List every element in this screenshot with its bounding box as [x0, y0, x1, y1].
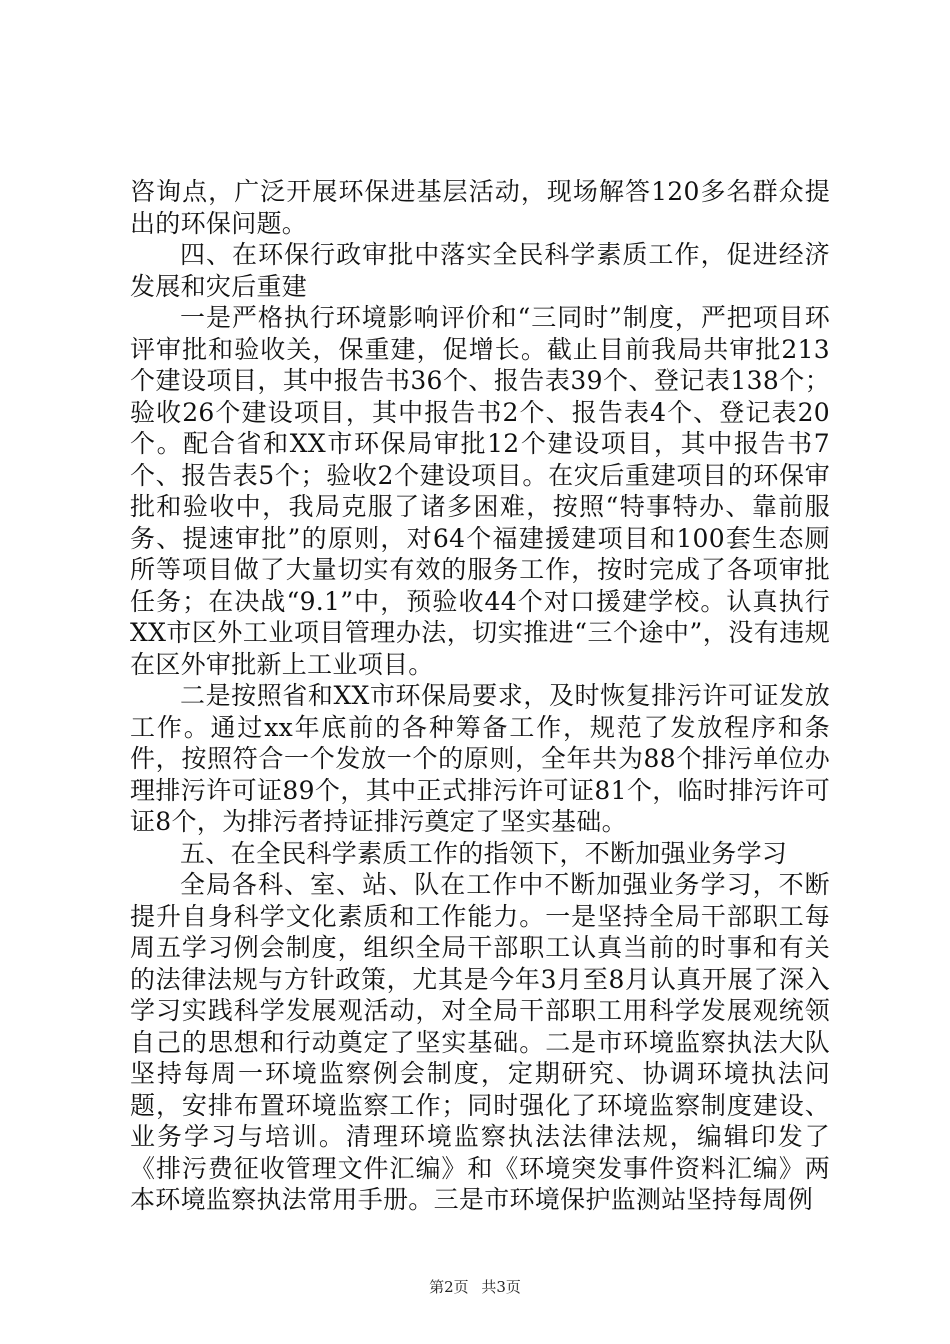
paragraph-study: 全局各科、室、站、队在工作中不断加强业务学习，不断提升自身科学文化素质和工作能力。一是坚持全局干部职工每周五学习例会制度，组织全局干部职工认真当前的时事和有关的法律法规与方针政策，尤其是今年3月至8月认真开展了深入学习实践科学发展观活动，对全局干部职工用科学发展观统领自己的思想和行动奠定了坚实基础。二是市环境监察执法大队坚持每周一环境监察例会制度，定期研究、协调环境执法问题，安排布置环境监察工作；同时强化了环境监察制度建设、业务学习与培训。清理环境监察执法法律法规，编辑印发了《排污费征收管理文件汇编》和《环境突发事件资料汇编》两本环境监察执法常用手册。三是市环境保护监测站坚持每周例 — [130, 870, 830, 1214]
document-body — [130, 176, 830, 1216]
page-total: 共3页 — [481, 1278, 521, 1296]
section-heading-four: 四、在环保行政审批中落实全民科学素质工作，促进经济发展和灾后重建 — [130, 240, 830, 301]
paragraph-approval: 一是严格执行环境影响评价和“三同时”制度，严把项目环评审批和验收关，保重建，促增长。截止目前我局共审批213个建设项目，其中报告书36个、报告表39个、登记表138个；验收26个建设项目，其中报告书2个、报告表4个、登记表20个。配合省和XX市环保局审批12个建设项目，其中报告书7个、报告表5个；验收2个建设项目。在灾后重建项目的环保审批和验收中，我局克服了诸多困难，按照“特事特办、靠前服务、提速审批”的原则，对64个福建援建项目和100套生态厕所等项目做了大量切实有效的服务工作，按时完成了各项审批任务；在决战“9.1”中，预验收44个对口援建学校。认真执行XX市区外工业项目管理办法，切实推进“三个途中”，没有违规在区外审批新上工业项目。 — [130, 303, 830, 679]
paragraph-continuation: 咨询点，广泛开展环保进基层活动，现场解答120多名群众提出的环保问题。 — [130, 177, 830, 238]
paragraph-permit: 二是按照省和XX市环保局要求，及时恢复排污许可证发放工作。通过xx年底前的各种筹备工作，规范了发放程序和条件，按照符合一个发放一个的原则，全年共为88个排污单位办理排污许可证89个，其中正式排污许可证81个，临时排污许可证8个，为排污者持证排污奠定了坚实基础。 — [130, 681, 830, 836]
page-footer — [0, 1276, 950, 1297]
page-number: 第2页 — [429, 1278, 469, 1296]
section-heading-five: 五、在全民科学素质工作的指领下，不断加强业务学习 — [180, 838, 788, 868]
